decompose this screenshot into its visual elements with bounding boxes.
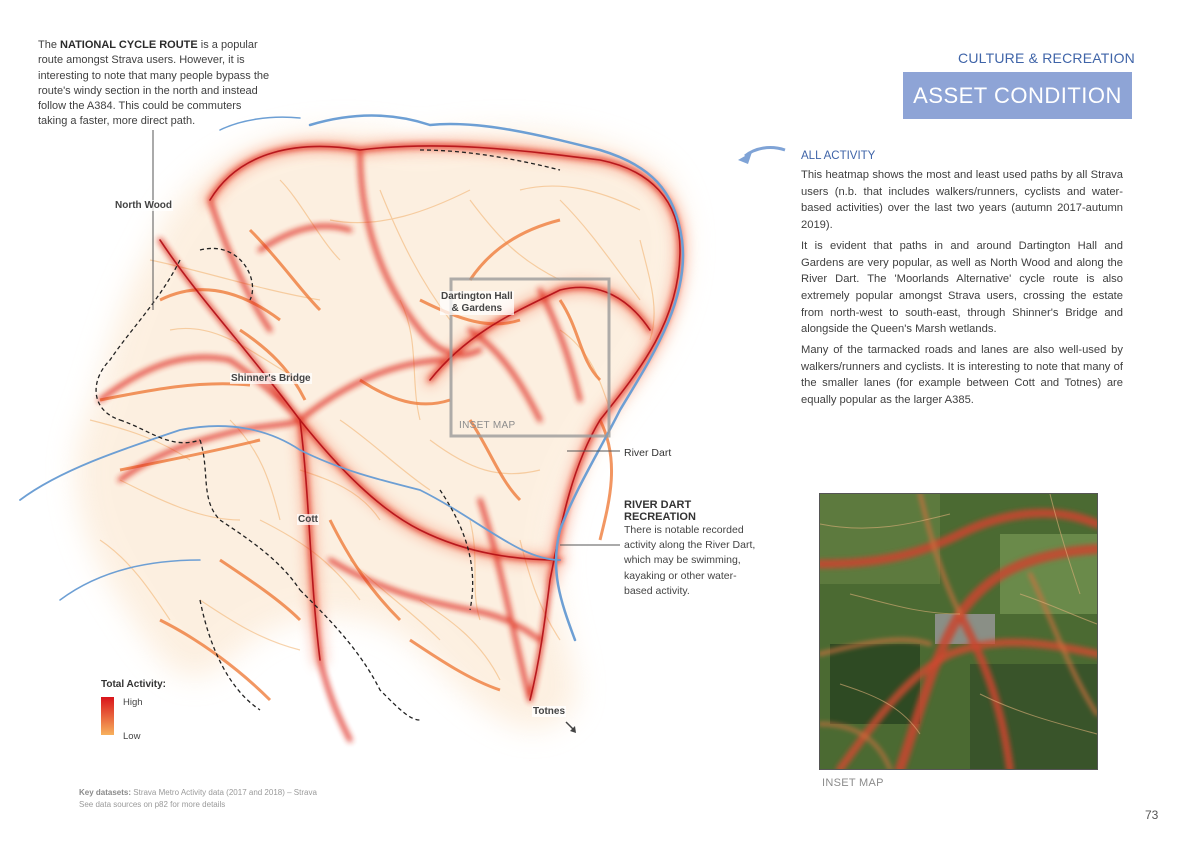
aerial-heatmap-overlay <box>820 494 1097 769</box>
intro-text: is a popular route amongst Strava users. However, it is interesting to note that many people bypass the route's windy section in the north and instead follow the A384. This could be commuters taking a faster, more direct path. <box>38 39 270 128</box>
page-number: 73 <box>1145 808 1159 822</box>
all-activity-body <box>801 167 1123 409</box>
footnote-label: Key datasets: <box>79 788 132 797</box>
legend-high-label: High <box>123 697 143 708</box>
footnote <box>79 787 317 811</box>
inset-photo-caption: INSET MAP <box>822 777 884 789</box>
label-cott: Cott <box>298 514 318 525</box>
label-totnes: Totnes <box>533 706 566 717</box>
label-dartington-line2: & Gardens <box>451 303 503 314</box>
intro-highlight: NATIONAL CYCLE ROUTE <box>60 39 198 51</box>
river-recreation-note <box>624 499 764 599</box>
label-north-wood: North Wood <box>115 200 173 211</box>
all-activity-heading: ALL ACTIVITY <box>801 150 876 162</box>
river-recreation-heading: RIVER DART RECREATION <box>624 499 696 523</box>
section-tag: CULTURE & RECREATION <box>958 50 1135 66</box>
label-dartington-hall <box>440 291 514 315</box>
label-shinners-bridge: Shinner's Bridge <box>231 373 311 384</box>
footnote-line2: See data sources on p82 for more details <box>79 800 226 809</box>
all-activity-paragraph: Many of the tarmacked roads and lanes are also well-used by walkers/runners and cyclists. It is interesting to note that many of the smaller lanes (for example between Cott and Totnes) are equally popular as the larger A385. <box>801 344 1123 407</box>
footnote-line1: Strava Metro Activity data (2017 and 2018) – Strava <box>131 788 317 797</box>
intro-lead: The <box>38 39 61 51</box>
inset-aerial-photo <box>819 493 1098 770</box>
inset-map-label: INSET MAP <box>459 420 516 431</box>
legend-low-label: Low <box>123 731 141 742</box>
all-activity-paragraph: It is evident that paths in and around Dartington Hall and Gardens are very popular, as well as North Wood and along the River Dart. The 'Moorlands Alternative' cycle route is also extremely popular amongst Strava users, crossing the estate from north-west to south-east, through Shinner's Bridge and alongside the Queen's Marsh wetlands. <box>801 239 1123 336</box>
river-recreation-text: There is notable recorded activity along the River Dart, which may be swimming, kayaking or other water-based activity. <box>624 524 756 597</box>
label-dartington-line1: Dartington Hall <box>441 291 513 302</box>
legend-title: Total Activity: <box>101 679 167 690</box>
all-activity-paragraph: This heatmap shows the most and least used paths by all Strava users (n.b. that includes walkers/runners, cyclists and water-based activities) over the last two years (autumn 2017-autumn 2019). <box>801 169 1123 232</box>
national-cycle-route-note <box>38 38 270 130</box>
label-river-dart: River Dart <box>624 447 672 459</box>
legend-color-bar <box>101 697 114 735</box>
page-title: ASSET CONDITION <box>903 72 1132 119</box>
